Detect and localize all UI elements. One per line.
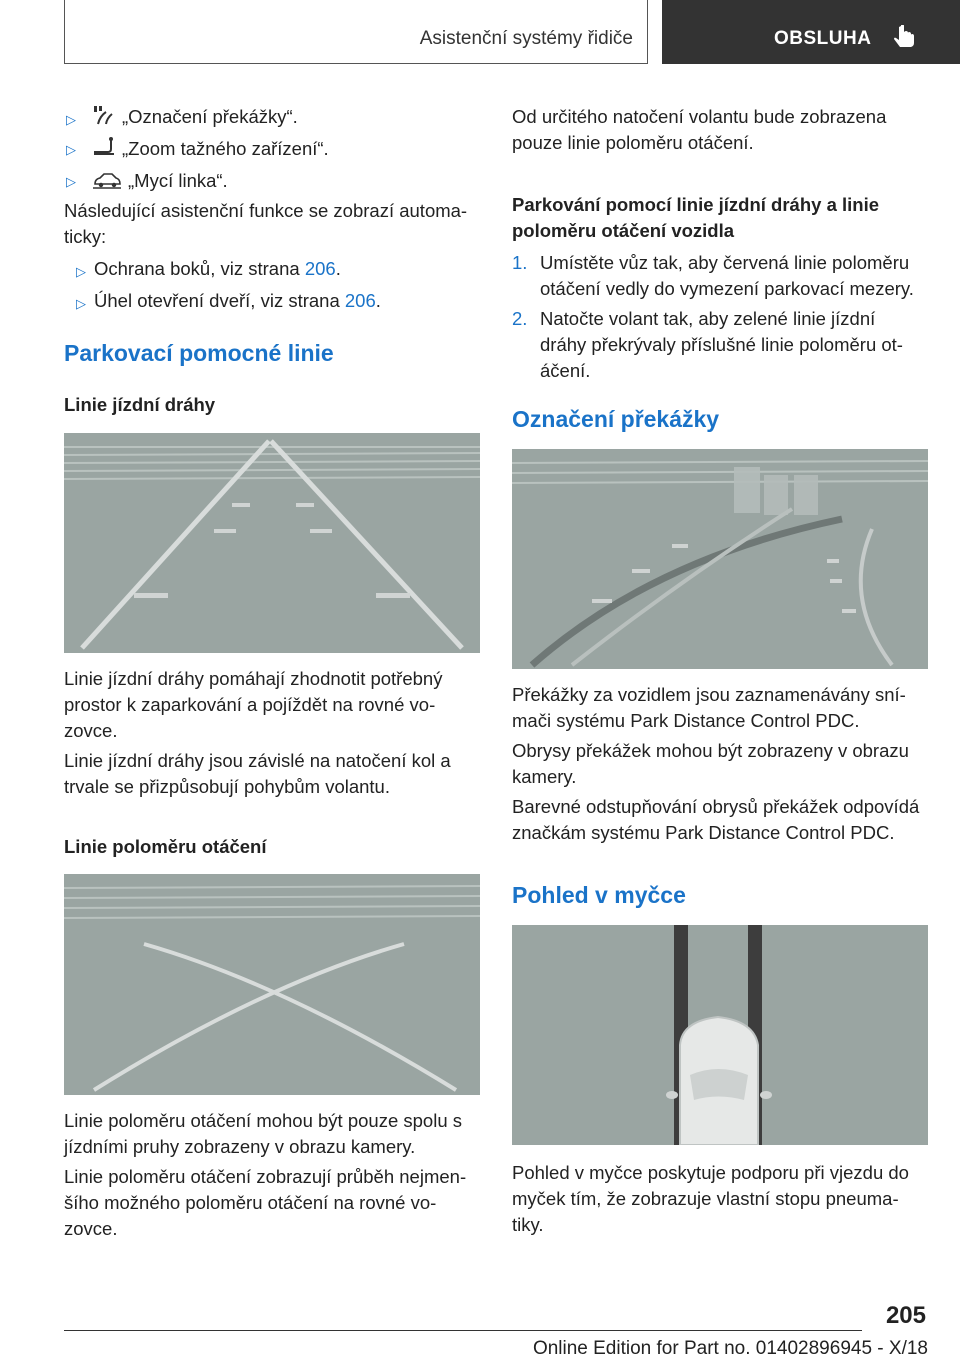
radius-p1-line-1: Linie poloměru otáčení mohou být pouze spolu s bbox=[64, 1110, 463, 1131]
heading-parking-with-lines-2: poloměru otáčení vozidla bbox=[512, 220, 735, 241]
step-2-line-1: Natočte volant tak, aby zelené linie jízdní bbox=[540, 308, 876, 329]
turning-radius-image bbox=[64, 874, 480, 1095]
obstacle-p3-line-1: Barevné odstupňování obrysů překážek odpovídá bbox=[512, 796, 920, 817]
auto-para-line-1: Následující asistenční funkce se zobrazí automa- bbox=[64, 200, 468, 221]
heading-parking-with-lines-1: Parkování pomocí linie jízdní dráhy a linie bbox=[512, 194, 880, 215]
hand-pointer-icon bbox=[892, 25, 918, 51]
lane-lines-image bbox=[64, 433, 480, 653]
step-2-line-3: áčení. bbox=[540, 360, 591, 381]
side-protection-item: Ochrana boků, viz strana 206. bbox=[94, 258, 341, 279]
lanes-p1-line-1: Linie jízdní dráhy pomáhají zhodnotit potřebný bbox=[64, 668, 443, 689]
bullet-marker: ▷ bbox=[76, 264, 86, 279]
step-number: 1. bbox=[512, 252, 528, 273]
auto-para-line-2: ticky: bbox=[64, 226, 107, 247]
radius-p2-line-1: Linie poloměru otáčení zobrazují průběh nejmen- bbox=[64, 1166, 467, 1187]
bullet-marker: ▷ bbox=[66, 112, 76, 127]
header-chapter-box bbox=[662, 0, 960, 64]
intro-line-2: pouze linie poloměru otáčení. bbox=[512, 132, 754, 153]
turning-radius-illustration bbox=[64, 874, 480, 1095]
page-link-206[interactable]: 206 bbox=[304, 258, 336, 279]
radius-p2-line-3: zovce. bbox=[64, 1218, 118, 1239]
heading-turning-radius: Linie poloměru otáčení bbox=[64, 836, 267, 857]
obstacle-p1-line-2: mači systému Park Distance Control PDC. bbox=[512, 710, 860, 731]
heading-car-wash-view: Pohled v myčce bbox=[512, 882, 686, 908]
heading-lane-lines: Linie jízdní dráhy bbox=[64, 394, 216, 415]
step-number: 2. bbox=[512, 308, 528, 329]
step-2-line-2: dráhy překrývaly příslušné linie poloměru ot- bbox=[540, 334, 903, 355]
obstacle-p2-line-1: Obrysy překážek mohou být zobrazeny v obrazu bbox=[512, 740, 909, 761]
bullet-marker: ▷ bbox=[66, 142, 76, 157]
radius-p2-line-2: šího možného poloměru otáčení na rovné vo- bbox=[64, 1192, 437, 1213]
heading-parking-lines: Parkovací pomocné linie bbox=[64, 340, 334, 366]
lanes-p1-line-2: prostor k zaparkování a pojíždět na rovné vo- bbox=[64, 694, 436, 715]
obstacle-marking-image bbox=[512, 449, 928, 669]
intro-line-1: Od určitého natočení volantu bude zobrazena bbox=[512, 106, 887, 127]
page-number: 205 bbox=[885, 1302, 926, 1329]
car-wash-icon bbox=[92, 168, 122, 190]
lanes-p1-line-3: zovce. bbox=[64, 720, 118, 741]
obstacle-p3-line-2: značkám systému Park Distance Control PDC. bbox=[512, 822, 895, 843]
lanes-p2-line-1: Linie jízdní dráhy jsou závislé na natočení kol a bbox=[64, 750, 451, 771]
wash-p1-line-3: tiky. bbox=[512, 1214, 544, 1235]
lane-lines-illustration bbox=[64, 433, 480, 653]
obstacle-p2-line-2: kamery. bbox=[512, 766, 577, 787]
tow-hitch-icon bbox=[92, 136, 116, 158]
wash-p1-line-1: Pohled v myčce poskytuje podporu při vjezdu do bbox=[512, 1162, 909, 1183]
lanes-p2-line-2: trvale se přizpůsobují pohybům volantu. bbox=[64, 776, 390, 797]
bullet-marker: ▷ bbox=[76, 296, 86, 311]
header-section-title: Asistenční systémy řidiče bbox=[419, 28, 633, 49]
footer-edition: Online Edition for Part no. 01402896945 - X/18 bbox=[532, 1338, 928, 1359]
header-chapter-title: OBSLUHA bbox=[774, 28, 872, 49]
bullet-obstacle-text: „Označení překážky“. bbox=[122, 106, 298, 127]
page-link-206[interactable]: 206 bbox=[344, 290, 376, 311]
heading-obstacle-marking: Označení překážky bbox=[512, 406, 720, 432]
radius-p1-line-2: jízdními pruhy zobrazeny v obrazu kamery. bbox=[64, 1136, 416, 1157]
car-wash-image bbox=[512, 925, 928, 1145]
bullet-car-wash-text: „Mycí linka“. bbox=[128, 170, 228, 191]
obstacle-icon bbox=[92, 104, 116, 126]
wash-p1-line-2: myček tím, že zobrazuje vlastní stopu pneuma- bbox=[512, 1188, 899, 1209]
header-section-box bbox=[64, 0, 648, 64]
step-1-line-2: otáčení vedly do vymezení parkovací mezery. bbox=[540, 278, 914, 299]
door-angle-item: Úhel otevření dveří, viz strana 206. bbox=[94, 290, 381, 311]
step-1-line-1: Umístěte vůz tak, aby červená linie poloměru bbox=[540, 252, 910, 273]
bullet-tow-hitch-text: „Zoom tažného zařízení“. bbox=[122, 138, 329, 159]
bullet-marker: ▷ bbox=[66, 174, 76, 189]
footer-divider bbox=[64, 1330, 862, 1331]
obstacle-marking-illustration bbox=[512, 449, 928, 669]
car-wash-illustration bbox=[512, 925, 928, 1145]
obstacle-p1-line-1: Překážky za vozidlem jsou zaznamenávány sní- bbox=[512, 684, 906, 705]
